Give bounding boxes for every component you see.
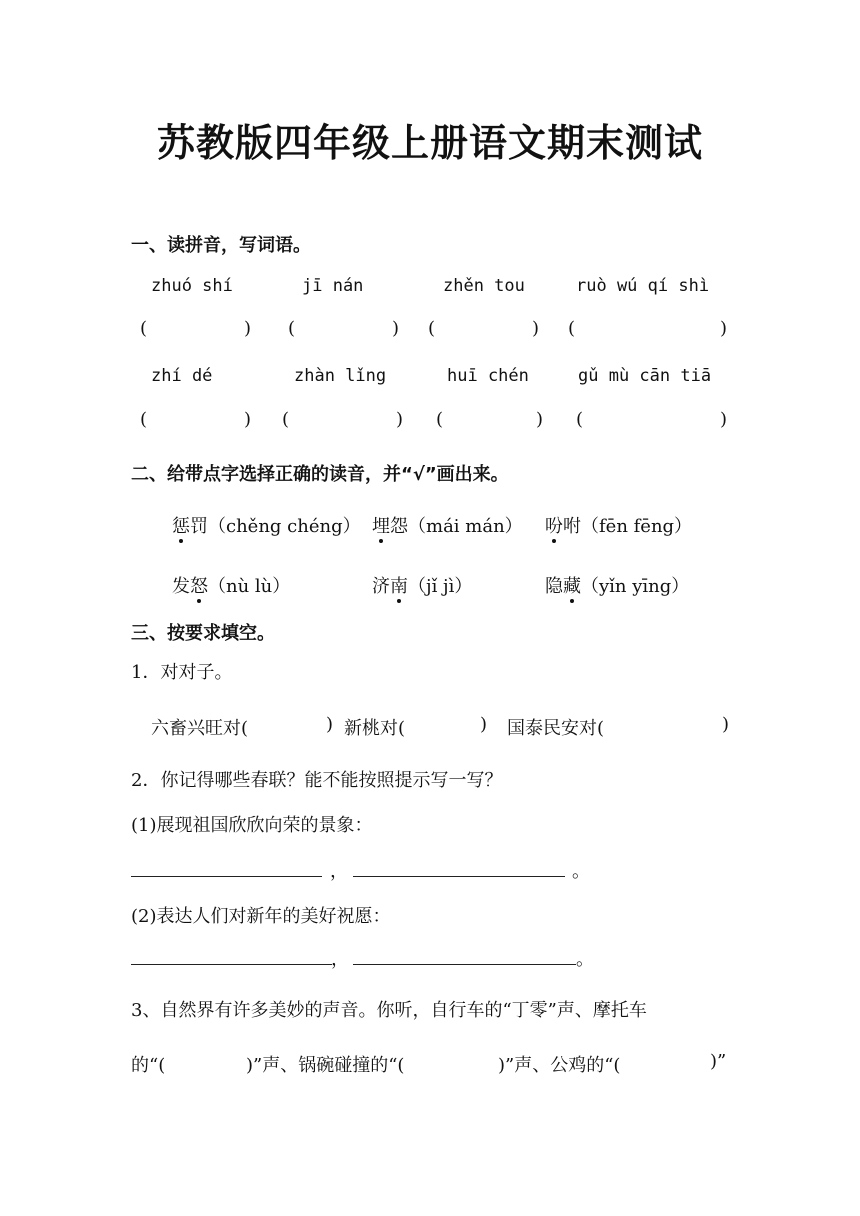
couplet-3-close: ) [722, 714, 730, 735]
dotted-char: 惩 [172, 516, 190, 537]
dotted-char: 藏 [563, 576, 581, 597]
q3-part-3: )”声、公鸡的“( [498, 1055, 621, 1076]
question-2-sub-1: (1)展现祖国欣欣向荣的景象： [131, 815, 373, 836]
item-rest: 咐（fēn fēng） [563, 516, 693, 537]
answer-box-2-close: ) [392, 318, 400, 339]
item-rest: （nù lù） [208, 576, 291, 597]
item-pre: 济 [372, 576, 390, 597]
answer-box-1-close: ) [244, 318, 252, 339]
pinyin-7: huī chén [447, 366, 529, 386]
pinyin-5: zhí dé [151, 366, 213, 386]
pinyin-6: zhàn lǐng [294, 366, 387, 386]
couplet-2-close: ) [480, 714, 488, 735]
item-pre: 隐 [545, 576, 563, 597]
section-1-heading: 一、读拼音，写词语。 [131, 235, 311, 256]
answer-line[interactable] [353, 964, 576, 965]
item-rest: 怨（mái mán） [390, 516, 523, 537]
comma: ， [331, 949, 349, 970]
dotted-char: 埋 [372, 516, 390, 537]
question-1-title: 1．对对子。 [131, 662, 233, 683]
pronunciation-item-6[interactable] [545, 572, 689, 598]
couplet-3-label: 国泰民安对( [507, 718, 605, 739]
answer-box-6-open[interactable]: ( [282, 409, 290, 430]
pinyin-4: ruò wú qí shì [576, 276, 710, 296]
q3-part-2: )”声、锅碗碰撞的“( [246, 1055, 405, 1076]
answer-box-2-open[interactable]: ( [288, 318, 296, 339]
dotted-char: 吩 [545, 516, 563, 537]
period: 。 [572, 861, 590, 882]
period: 。 [576, 949, 594, 970]
question-2-title: 2．你记得哪些春联？能不能按照提示写一写？ [131, 770, 503, 791]
answer-box-3-close: ) [532, 318, 540, 339]
answer-box-6-close: ) [396, 409, 404, 430]
pronunciation-item-3[interactable] [545, 512, 692, 538]
pronunciation-item-1[interactable] [172, 512, 361, 538]
couplet-2-label: 新桃对( [344, 718, 406, 739]
answer-box-3-open[interactable]: ( [428, 318, 436, 339]
question-3-line-1: 3、自然界有许多美妙的声音。你听，自行车的“丁零”声、摩托车 [131, 1000, 647, 1021]
answer-line[interactable] [131, 964, 332, 965]
answer-box-8-close: ) [720, 409, 728, 430]
question-2-sub-2: (2)表达人们对新年的美好祝愿： [131, 906, 391, 927]
q3-part-1: 的“( [131, 1055, 166, 1076]
item-rest: （yǐn yīng） [581, 576, 690, 597]
section-3-heading: 三、按要求填空。 [131, 623, 275, 644]
item-rest: 罚（chěng chéng） [190, 516, 361, 537]
answer-box-7-close: ) [536, 409, 544, 430]
pronunciation-item-2[interactable] [372, 512, 523, 538]
answer-box-5-open[interactable]: ( [140, 409, 148, 430]
dotted-char: 南 [390, 576, 408, 597]
answer-box-5-close: ) [244, 409, 252, 430]
section-2-heading: 二、给带点字选择正确的读音，并“√”画出来。 [131, 464, 509, 485]
item-pre: 发 [172, 576, 190, 597]
pinyin-2: jī nán [302, 276, 364, 296]
pronunciation-item-5[interactable] [372, 572, 472, 598]
pinyin-1: zhuó shí [151, 276, 233, 296]
page-title: 苏教版四年级上册语文期末测试 [156, 121, 703, 165]
pinyin-3: zhěn tou [443, 276, 525, 296]
couplet-1-close: ) [326, 714, 334, 735]
dotted-char: 怒 [190, 576, 208, 597]
answer-box-4-open[interactable]: ( [568, 318, 576, 339]
item-rest: （jǐ jì） [408, 576, 473, 597]
couplet-1-label: 六畜兴旺对( [151, 718, 249, 739]
answer-box-4-close: ) [720, 318, 728, 339]
answer-box-7-open[interactable]: ( [436, 409, 444, 430]
q3-part-4: )” [710, 1051, 727, 1072]
answer-box-1-open[interactable]: ( [140, 318, 148, 339]
answer-line[interactable] [353, 876, 565, 877]
answer-line[interactable] [131, 876, 322, 877]
answer-box-8-open[interactable]: ( [576, 409, 584, 430]
pronunciation-item-4[interactable] [172, 572, 290, 598]
pinyin-8: gǔ mù cān tiā [578, 366, 712, 386]
comma: ， [330, 861, 348, 882]
